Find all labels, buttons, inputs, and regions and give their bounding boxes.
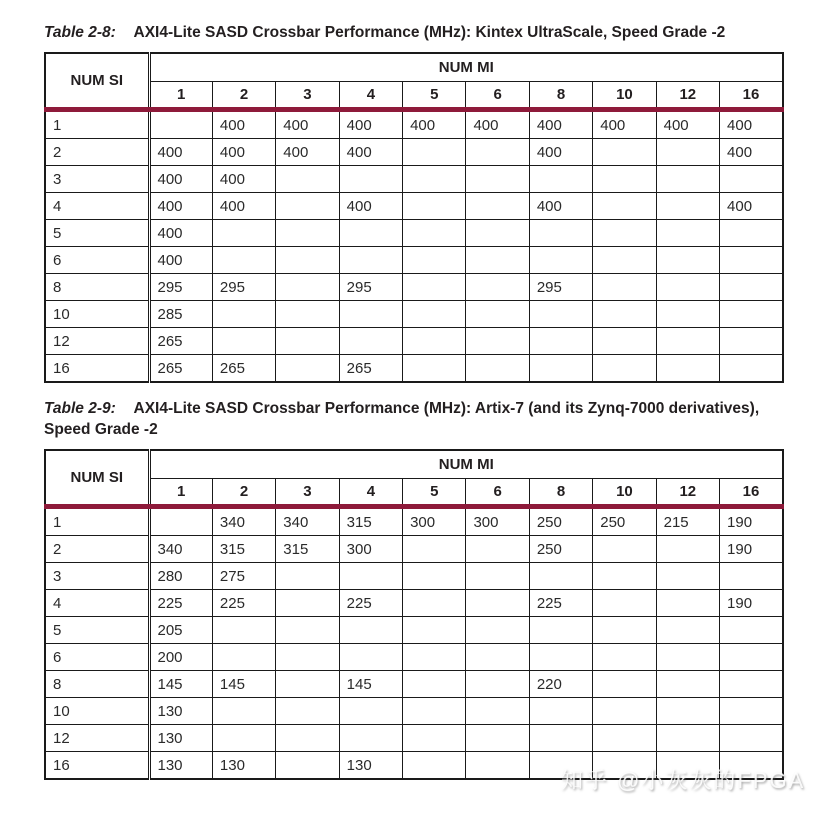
table-row (45, 247, 783, 274)
perf-cell (276, 328, 339, 355)
perf-cell: 225 (339, 590, 402, 617)
perf-cell: 400 (212, 193, 275, 220)
perf-cell (720, 166, 783, 193)
perf-cell: 400 (212, 139, 275, 166)
perf-cell (529, 220, 592, 247)
perf-cell (720, 328, 783, 355)
row-header-si-8: 8 (45, 671, 149, 698)
perf-cell: 250 (593, 507, 656, 536)
column-header-mi-1: 1 (149, 479, 212, 507)
row-header-si-5: 5 (45, 617, 149, 644)
table-row (45, 166, 783, 193)
row-header-si-3: 3 (45, 563, 149, 590)
perf-cell (212, 725, 275, 752)
perf-cell (593, 563, 656, 590)
perf-cell (466, 220, 529, 247)
perf-cell (656, 355, 719, 383)
perf-cell (276, 301, 339, 328)
perf-cell (656, 193, 719, 220)
perf-cell (466, 752, 529, 780)
perf-cell (276, 274, 339, 301)
perf-cell (720, 301, 783, 328)
perf-cell: 400 (720, 139, 783, 166)
perf-cell (593, 193, 656, 220)
perf-cell: 315 (212, 536, 275, 563)
column-header-mi-5: 5 (403, 479, 466, 507)
table-row (45, 220, 783, 247)
perf-cell: 265 (149, 328, 212, 355)
zhihu-watermark: 知乎 @小灰灰的FPGA (561, 768, 806, 793)
perf-cell: 190 (720, 590, 783, 617)
col-axis-header: NUM MI (149, 53, 783, 82)
table-row (45, 671, 783, 698)
table-row (45, 644, 783, 671)
perf-cell: 130 (149, 725, 212, 752)
perf-cell: 145 (149, 671, 212, 698)
perf-cell: 300 (339, 536, 402, 563)
perf-cell (656, 220, 719, 247)
row-header-si-6: 6 (45, 644, 149, 671)
perf-cell (403, 220, 466, 247)
perf-cell: 400 (149, 139, 212, 166)
perf-cell (593, 752, 656, 780)
perf-cell (593, 139, 656, 166)
perf-cell (720, 617, 783, 644)
perf-cell (656, 139, 719, 166)
perf-cell (403, 274, 466, 301)
perf-cell (720, 247, 783, 274)
perf-cell (593, 355, 656, 383)
perf-cell (593, 328, 656, 355)
perf-cell: 400 (212, 110, 275, 139)
perf-cell (403, 671, 466, 698)
perf-cell (593, 698, 656, 725)
row-header-si-2: 2 (45, 536, 149, 563)
table-row (45, 328, 783, 355)
perf-cell: 190 (720, 507, 783, 536)
perf-cell (339, 644, 402, 671)
perf-cell (466, 563, 529, 590)
perf-cell (466, 355, 529, 383)
perf-cell (593, 617, 656, 644)
perf-cell: 225 (149, 590, 212, 617)
header-group-row (45, 450, 783, 479)
table-row (45, 301, 783, 328)
column-header-mi-3: 3 (276, 479, 339, 507)
perf-cell: 400 (149, 220, 212, 247)
perf-cell: 205 (149, 617, 212, 644)
caption-title: AXI4-Lite SASD Crossbar Performance (MHz): Artix-7 (and its Zynq-7000 derivatives), Speed Grade -2 (44, 400, 760, 438)
table-row (45, 139, 783, 166)
perf-cell (466, 671, 529, 698)
row-header-si-3: 3 (45, 166, 149, 193)
row-header-si-6: 6 (45, 247, 149, 274)
table-row (45, 725, 783, 752)
perf-cell (593, 220, 656, 247)
perf-cell (276, 644, 339, 671)
perf-cell (212, 301, 275, 328)
perf-cell (593, 725, 656, 752)
perf-cell: 300 (403, 507, 466, 536)
perf-cell (276, 752, 339, 780)
table-row (45, 752, 783, 780)
perf-cell (339, 220, 402, 247)
perf-cell (529, 166, 592, 193)
perf-cell: 315 (276, 536, 339, 563)
row-header-si-16: 16 (45, 355, 149, 383)
perf-cell: 225 (529, 590, 592, 617)
perf-cell (466, 698, 529, 725)
perf-cell (212, 247, 275, 274)
perf-cell (593, 274, 656, 301)
table-row (45, 698, 783, 725)
perf-cell (593, 536, 656, 563)
row-header-si-12: 12 (45, 328, 149, 355)
perf-table-artix-7 (44, 449, 784, 780)
perf-cell (339, 247, 402, 274)
perf-cell: 400 (403, 110, 466, 139)
perf-cell: 400 (212, 166, 275, 193)
perf-cell (529, 355, 592, 383)
perf-cell: 130 (212, 752, 275, 780)
perf-cell (339, 328, 402, 355)
page-content (44, 22, 784, 780)
perf-cell (529, 247, 592, 274)
table-row (45, 563, 783, 590)
perf-cell (656, 671, 719, 698)
table-caption-2-9 (44, 398, 784, 440)
column-header-mi-16: 16 (720, 82, 783, 110)
perf-cell: 400 (276, 139, 339, 166)
column-header-mi-12: 12 (656, 82, 719, 110)
perf-cell: 265 (149, 355, 212, 383)
perf-cell (212, 644, 275, 671)
perf-cell (403, 139, 466, 166)
perf-cell (466, 301, 529, 328)
perf-cell (466, 617, 529, 644)
perf-cell (593, 590, 656, 617)
perf-cell: 190 (720, 536, 783, 563)
column-header-mi-10: 10 (593, 82, 656, 110)
perf-cell: 400 (466, 110, 529, 139)
caption-label: Table 2-9: (44, 400, 116, 417)
perf-cell (529, 301, 592, 328)
perf-cell (720, 644, 783, 671)
perf-cell (276, 355, 339, 383)
table-row (45, 590, 783, 617)
perf-cell (403, 617, 466, 644)
perf-cell (656, 590, 719, 617)
perf-cell: 200 (149, 644, 212, 671)
caption-title: AXI4-Lite SASD Crossbar Performance (MHz): Kintex UltraScale, Speed Grade -2 (133, 24, 726, 41)
perf-cell: 400 (276, 110, 339, 139)
perf-cell: 300 (466, 507, 529, 536)
table-row (45, 355, 783, 383)
perf-cell: 145 (339, 671, 402, 698)
perf-cell (656, 752, 719, 780)
perf-cell (720, 698, 783, 725)
perf-cell: 315 (339, 507, 402, 536)
column-header-mi-4: 4 (339, 479, 402, 507)
perf-cell (593, 301, 656, 328)
table-row (45, 110, 783, 139)
perf-cell (720, 752, 783, 780)
perf-cell (466, 166, 529, 193)
column-header-mi-6: 6 (466, 82, 529, 110)
perf-cell: 400 (529, 193, 592, 220)
column-header-mi-2: 2 (212, 479, 275, 507)
table-caption-2-8 (44, 22, 784, 43)
table-row (45, 536, 783, 563)
perf-cell: 400 (149, 193, 212, 220)
perf-cell (276, 617, 339, 644)
perf-cell (656, 563, 719, 590)
perf-cell: 250 (529, 507, 592, 536)
column-header-mi-4: 4 (339, 82, 402, 110)
perf-cell (403, 752, 466, 780)
table-row (45, 617, 783, 644)
column-header-mi-10: 10 (593, 479, 656, 507)
perf-cell (656, 536, 719, 563)
perf-cell (339, 166, 402, 193)
perf-cell (149, 110, 212, 139)
perf-cell (466, 644, 529, 671)
header-cols-row (45, 479, 783, 507)
perf-cell (720, 220, 783, 247)
perf-cell (276, 671, 339, 698)
perf-cell (593, 644, 656, 671)
perf-cell (529, 328, 592, 355)
perf-cell (212, 617, 275, 644)
perf-cell (466, 328, 529, 355)
perf-cell (276, 193, 339, 220)
perf-cell: 400 (720, 110, 783, 139)
perf-cell (403, 698, 466, 725)
perf-cell (276, 698, 339, 725)
perf-cell (656, 328, 719, 355)
perf-cell: 400 (529, 110, 592, 139)
perf-cell (656, 617, 719, 644)
row-header-si-4: 4 (45, 590, 149, 617)
perf-cell: 400 (656, 110, 719, 139)
perf-cell: 340 (212, 507, 275, 536)
row-header-si-1: 1 (45, 110, 149, 139)
perf-cell (403, 247, 466, 274)
column-header-mi-8: 8 (529, 479, 592, 507)
perf-cell: 285 (149, 301, 212, 328)
header-group-row (45, 53, 783, 82)
perf-cell (656, 247, 719, 274)
perf-cell (403, 301, 466, 328)
perf-cell (656, 301, 719, 328)
perf-cell (212, 698, 275, 725)
perf-cell (403, 328, 466, 355)
column-header-mi-3: 3 (276, 82, 339, 110)
table-header (45, 53, 783, 110)
perf-cell: 220 (529, 671, 592, 698)
perf-cell: 295 (529, 274, 592, 301)
perf-cell (403, 536, 466, 563)
perf-cell (276, 166, 339, 193)
perf-cell (149, 507, 212, 536)
perf-cell (656, 698, 719, 725)
perf-cell (593, 671, 656, 698)
perf-cell (339, 301, 402, 328)
perf-cell (339, 563, 402, 590)
perf-cell: 275 (212, 563, 275, 590)
perf-cell (720, 671, 783, 698)
perf-cell (276, 590, 339, 617)
perf-cell (276, 247, 339, 274)
perf-cell (339, 617, 402, 644)
column-header-mi-1: 1 (149, 82, 212, 110)
perf-cell (466, 725, 529, 752)
perf-cell (656, 725, 719, 752)
perf-cell: 400 (149, 166, 212, 193)
row-header-si-8: 8 (45, 274, 149, 301)
caption-label: Table 2-8: (44, 24, 116, 41)
perf-cell (720, 274, 783, 301)
perf-cell (466, 139, 529, 166)
perf-cell (720, 355, 783, 383)
perf-cell (656, 644, 719, 671)
perf-cell: 265 (339, 355, 402, 383)
perf-cell (529, 752, 592, 780)
perf-cell: 295 (212, 274, 275, 301)
perf-cell: 340 (276, 507, 339, 536)
row-axis-header: NUM SI (45, 450, 149, 507)
perf-cell: 400 (529, 139, 592, 166)
perf-cell: 400 (339, 110, 402, 139)
perf-cell: 215 (656, 507, 719, 536)
perf-cell (656, 274, 719, 301)
perf-cell (212, 328, 275, 355)
perf-cell (529, 644, 592, 671)
column-header-mi-8: 8 (529, 82, 592, 110)
perf-cell: 295 (149, 274, 212, 301)
table-body (45, 110, 783, 383)
row-header-si-10: 10 (45, 301, 149, 328)
perf-cell (466, 274, 529, 301)
perf-cell (720, 563, 783, 590)
column-header-mi-2: 2 (212, 82, 275, 110)
perf-cell: 145 (212, 671, 275, 698)
table-body (45, 507, 783, 780)
perf-cell: 295 (339, 274, 402, 301)
column-header-mi-6: 6 (466, 479, 529, 507)
perf-cell: 400 (339, 193, 402, 220)
perf-cell (276, 725, 339, 752)
perf-cell (212, 220, 275, 247)
table-row (45, 274, 783, 301)
row-header-si-12: 12 (45, 725, 149, 752)
row-header-si-4: 4 (45, 193, 149, 220)
row-header-si-16: 16 (45, 752, 149, 780)
perf-cell (466, 536, 529, 563)
perf-cell (276, 563, 339, 590)
perf-cell (656, 166, 719, 193)
row-axis-header: NUM SI (45, 53, 149, 110)
row-header-si-10: 10 (45, 698, 149, 725)
perf-cell (403, 355, 466, 383)
row-header-si-2: 2 (45, 139, 149, 166)
perf-cell (720, 725, 783, 752)
perf-cell: 400 (720, 193, 783, 220)
perf-cell (529, 725, 592, 752)
perf-cell (403, 725, 466, 752)
perf-cell: 130 (149, 752, 212, 780)
perf-cell (529, 617, 592, 644)
col-axis-header: NUM MI (149, 450, 783, 479)
perf-cell (593, 166, 656, 193)
header-cols-row (45, 82, 783, 110)
perf-table-kintex-ultrascale (44, 52, 784, 383)
table-row (45, 193, 783, 220)
perf-cell: 400 (149, 247, 212, 274)
perf-cell (466, 193, 529, 220)
perf-cell: 265 (212, 355, 275, 383)
perf-cell (403, 166, 466, 193)
perf-cell (403, 193, 466, 220)
row-header-si-5: 5 (45, 220, 149, 247)
perf-cell (403, 644, 466, 671)
perf-cell: 280 (149, 563, 212, 590)
perf-cell (466, 247, 529, 274)
perf-cell (403, 590, 466, 617)
perf-cell: 400 (339, 139, 402, 166)
perf-cell (403, 563, 466, 590)
perf-cell: 400 (593, 110, 656, 139)
perf-cell: 225 (212, 590, 275, 617)
perf-cell (339, 725, 402, 752)
perf-cell: 340 (149, 536, 212, 563)
perf-cell: 130 (149, 698, 212, 725)
perf-cell (529, 698, 592, 725)
perf-cell: 130 (339, 752, 402, 780)
row-header-si-1: 1 (45, 507, 149, 536)
perf-cell (276, 220, 339, 247)
perf-cell (593, 247, 656, 274)
perf-cell (339, 698, 402, 725)
table-header (45, 450, 783, 507)
perf-cell: 250 (529, 536, 592, 563)
perf-cell (529, 563, 592, 590)
table-row (45, 507, 783, 536)
column-header-mi-12: 12 (656, 479, 719, 507)
perf-cell (466, 590, 529, 617)
column-header-mi-5: 5 (403, 82, 466, 110)
column-header-mi-16: 16 (720, 479, 783, 507)
